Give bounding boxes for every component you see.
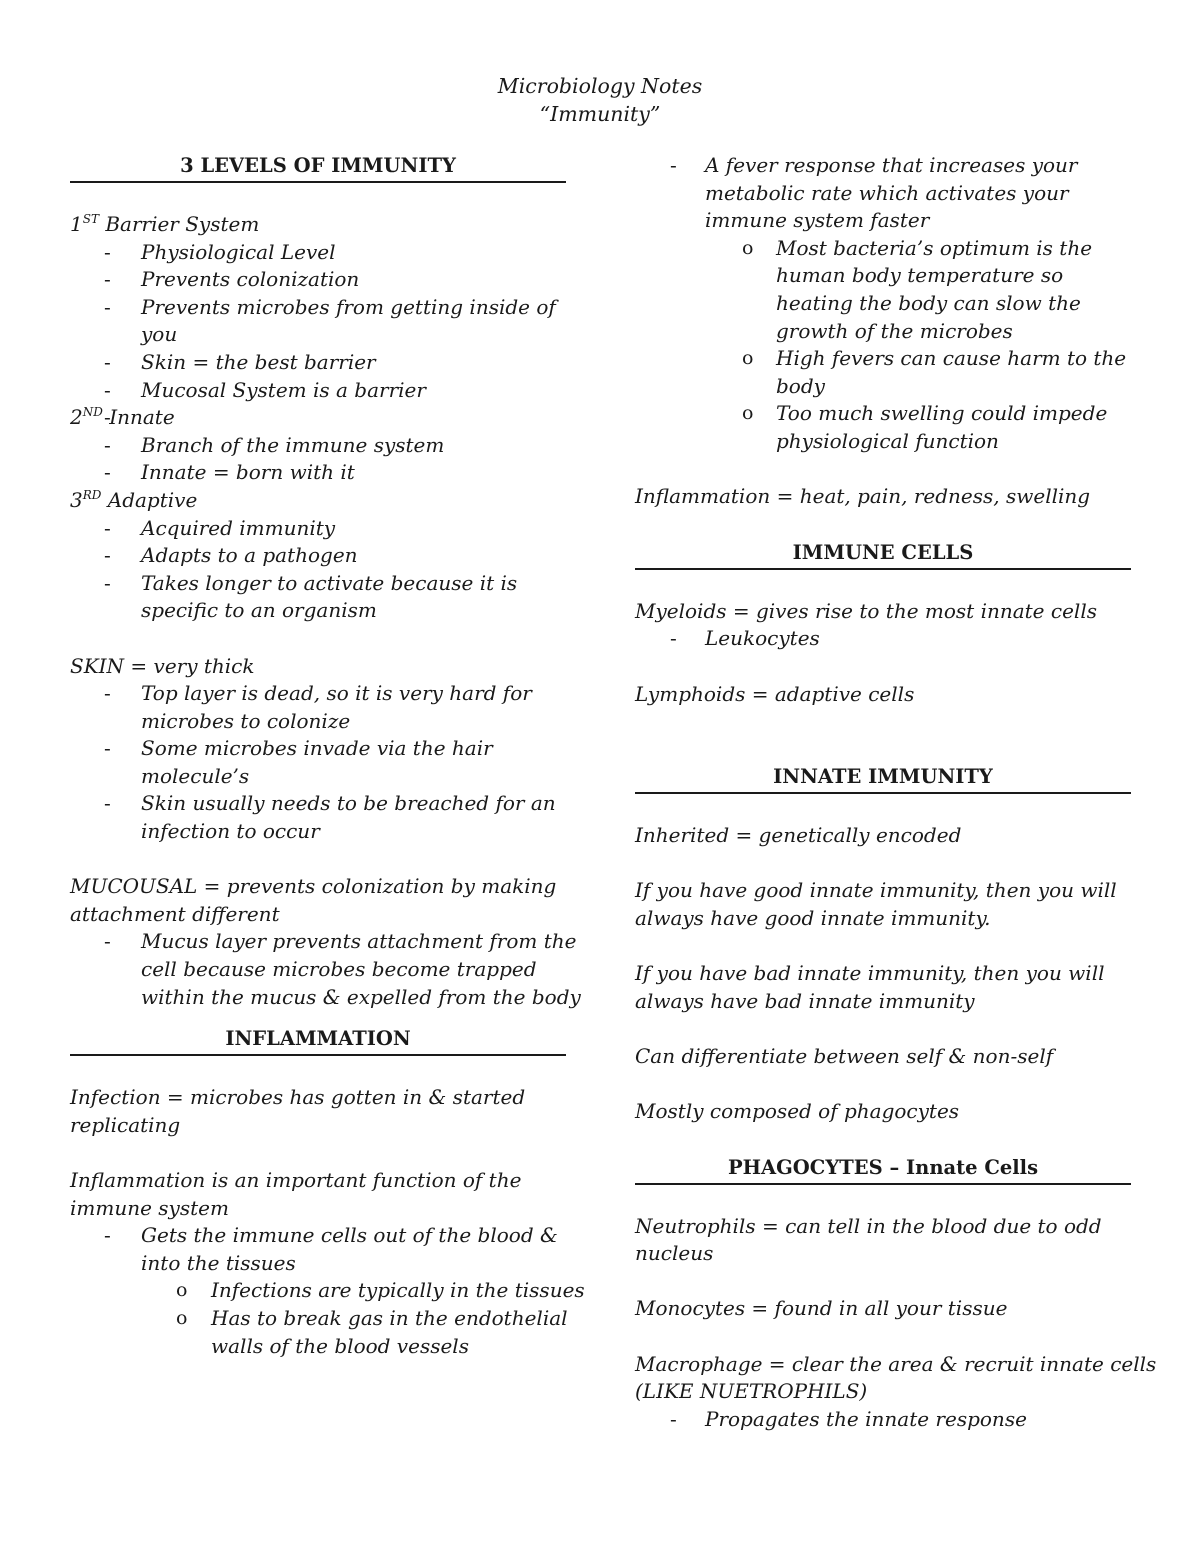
- bad-innate-line: If you have bad innate immunity, then you will: [635, 961, 1105, 986]
- sub-list-item-continued: human body temperature so: [776, 263, 1064, 288]
- list-item-continued: you: [141, 322, 178, 347]
- list-item: - Mucosal System is a barrier: [70, 377, 566, 405]
- macrophage-def-cont: (LIKE NUETROPHILS): [635, 1379, 868, 1404]
- monocytes-def: Monocytes = found in all your tissue: [635, 1296, 1008, 1321]
- list-item: - Acquired immunity: [70, 515, 566, 543]
- level-3-heading: 3RD Adaptive: [70, 487, 198, 512]
- left-column: [70, 152, 585, 1360]
- lymphoids-def: Lymphoids = adaptive cells: [635, 681, 915, 706]
- list-item-continued: molecule’s: [141, 763, 250, 788]
- list-item: - Takes longer to activate because it is: [70, 570, 566, 598]
- sub-list-item: o High fevers can cause harm to the: [635, 345, 1131, 373]
- list-item: - Skin usually needs to be breached for an: [70, 790, 566, 818]
- skin-heading: SKIN = very thick: [70, 653, 255, 678]
- section-title-levels: 3 LEVELS OF IMMUNITY: [70, 152, 566, 183]
- right-column: [635, 152, 1157, 1433]
- self-nonself-line: Can differentiate between self & non-self: [635, 1043, 1054, 1068]
- macrophage-def: Macrophage = clear the area & recruit innate cells: [635, 1351, 1157, 1376]
- sub-list-item-continued: body: [776, 373, 825, 398]
- good-innate-line-cont: always have good innate immunity.: [635, 905, 991, 930]
- sub-list-item: o Has to break gas in the endothelial: [70, 1305, 566, 1333]
- list-item: - Prevents colonization: [70, 266, 566, 294]
- list-item: - Gets the immune cells out of the blood &: [70, 1222, 566, 1250]
- list-item: - Innate = born with it: [70, 459, 566, 487]
- list-item-continued: specific to an organism: [141, 598, 377, 623]
- list-item-continued: infection to occur: [141, 819, 320, 844]
- sub-list-item: o Infections are typically in the tissues: [70, 1277, 566, 1305]
- list-item: - Top layer is dead, so it is very hard for: [70, 680, 566, 708]
- list-item: - Some microbes invade via the hair: [70, 735, 566, 763]
- sub-list-item-continued: heating the body can slow the: [776, 290, 1081, 315]
- sub-list-item: o Too much swelling could impede: [635, 400, 1131, 428]
- section-title-innate-immunity: INNATE IMMUNITY: [635, 763, 1131, 794]
- list-item: - Skin = the best barrier: [70, 349, 566, 377]
- mucousal-heading-cont: attachment different: [70, 901, 280, 926]
- phagocytes-line: Mostly composed of phagocytes: [635, 1099, 960, 1124]
- level-1-heading: 1ST Barrier System: [70, 212, 260, 236]
- section-title-inflammation: INFLAMMATION: [70, 1025, 566, 1056]
- list-item-continued: into the tissues: [141, 1250, 296, 1275]
- sub-list-item-continued: growth of the microbes: [776, 318, 1013, 343]
- good-innate-line: If you have good innate immunity, then you will: [635, 878, 1117, 903]
- list-item: - Physiological Level: [70, 239, 566, 267]
- inflammation-def-cont: immune system: [70, 1195, 229, 1220]
- list-item: - A fever response that increases your: [635, 152, 1131, 180]
- list-item-continued: microbes to colonize: [141, 708, 351, 733]
- mucousal-heading: MUCOUSAL = prevents colonization by making: [70, 874, 557, 899]
- sub-list-item: o Most bacteria’s optimum is the: [635, 235, 1131, 263]
- myeloids-def: Myeloids = gives rise to the most innate cells: [635, 598, 1097, 623]
- section-title-phagocytes: PHAGOCYTES – Innate Cells: [635, 1154, 1131, 1185]
- list-item: - Branch of the immune system: [70, 432, 566, 460]
- infection-def: Infection = microbes has gotten in & started: [70, 1085, 526, 1110]
- level-2-heading: 2ND Innate: [70, 405, 175, 430]
- sub-list-item-continued: walls of the blood vessels: [211, 1333, 469, 1358]
- inflammation-definition: Inflammation = heat, pain, redness, swelling: [635, 484, 1091, 509]
- inflammation-def: Inflammation is an important function of the: [70, 1168, 522, 1192]
- neutrophils-def: Neutrophils = can tell in the blood due to odd: [635, 1213, 1102, 1238]
- bad-innate-line-cont: always have bad innate immunity: [635, 988, 975, 1013]
- list-item: - Adapts to a pathogen: [70, 542, 566, 570]
- list-item-continued: immune system faster: [705, 208, 930, 233]
- list-item-continued: within the mucus & expelled from the body: [141, 984, 581, 1009]
- sub-list-item-continued: physiological function: [776, 428, 999, 453]
- list-item: - Propagates the innate response: [635, 1406, 1131, 1434]
- doc-subtitle: “Immunity”: [539, 102, 661, 126]
- section-title-immune-cells: IMMUNE CELLS: [635, 539, 1131, 570]
- list-item-continued: cell because microbes become trapped: [141, 957, 537, 982]
- list-item: - Prevents microbes from getting inside of: [70, 294, 566, 322]
- list-item: - Mucus layer prevents attachment from the: [70, 928, 566, 956]
- list-item: - Leukocytes: [635, 625, 1131, 653]
- neutrophils-def-cont: nucleus: [635, 1241, 714, 1266]
- doc-title: Microbiology Notes: [497, 74, 703, 98]
- inherited-def: Inherited = genetically encoded: [635, 823, 962, 848]
- list-item-continued: metabolic rate which activates your: [705, 180, 1069, 205]
- infection-def-cont: replicating: [70, 1112, 181, 1137]
